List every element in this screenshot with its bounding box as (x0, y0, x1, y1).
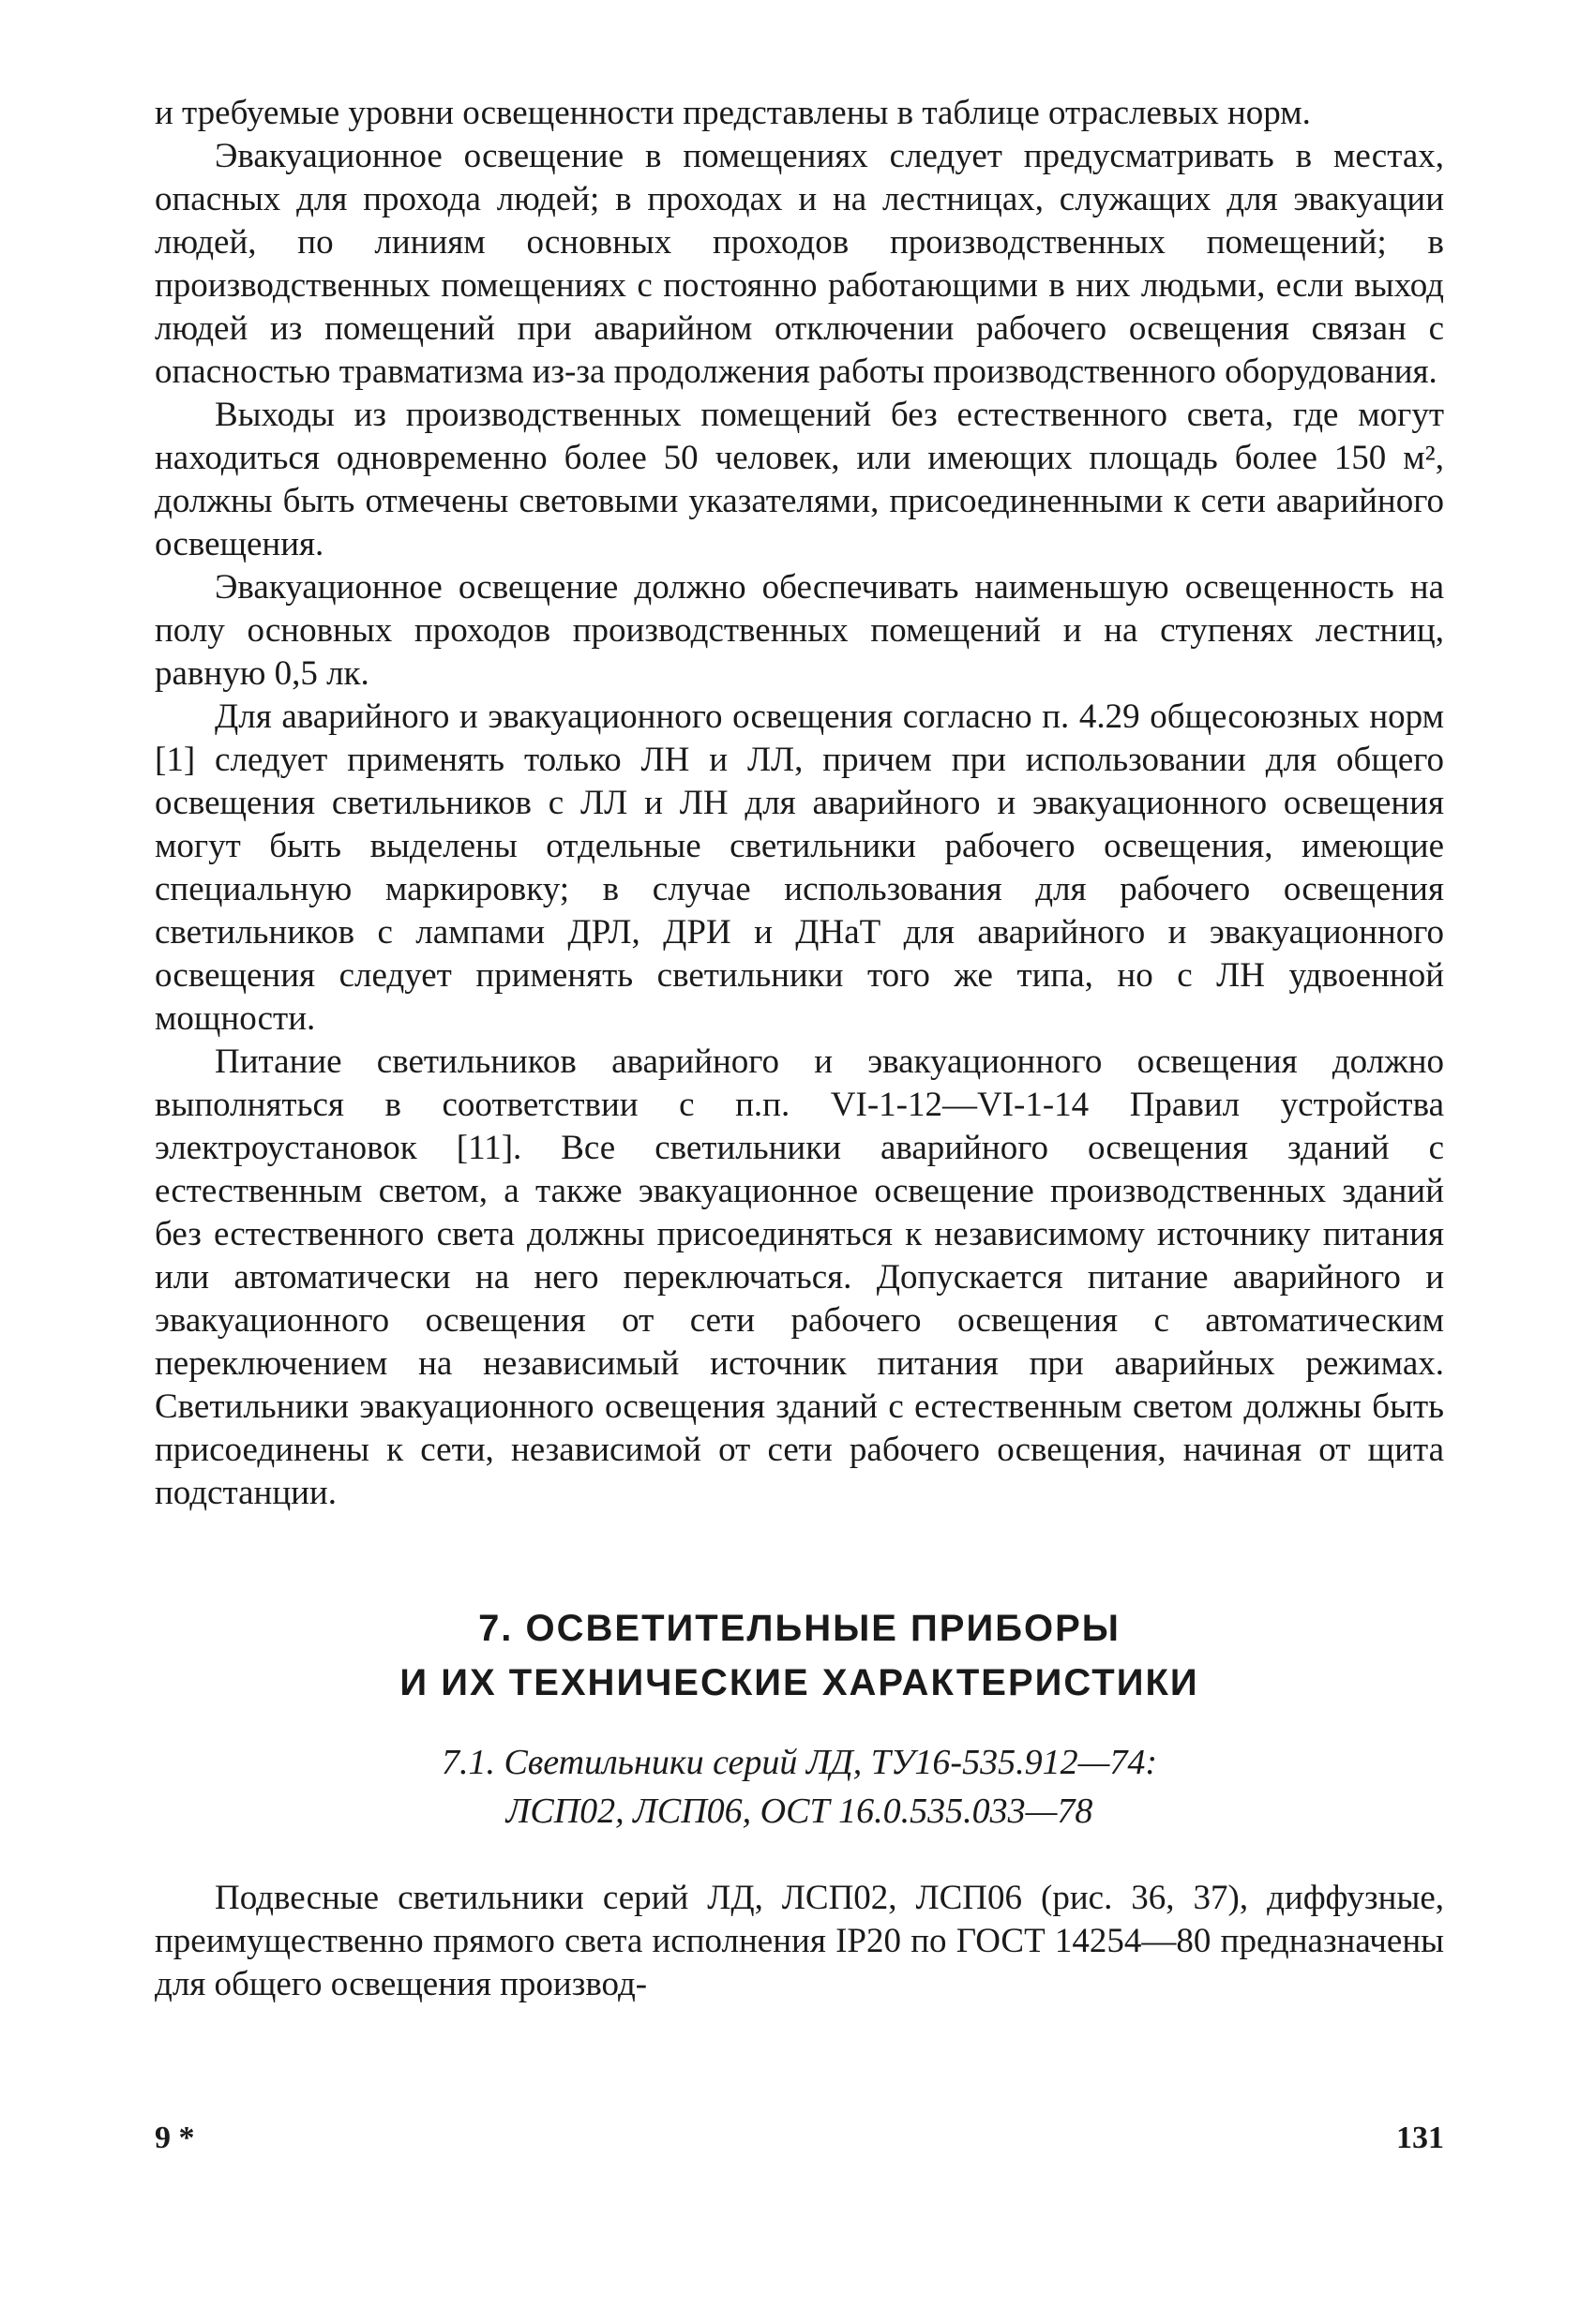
page-body (155, 92, 1444, 2006)
paragraph-3: Выходы из производственных помещений без естественного света, где могут находиться одновременно более 50 человек, или имеющих площадь более 150 м², должны быть отмечены световыми указателями, присоединенными к сети аварийного освещения. (155, 396, 1444, 563)
page-footer (155, 2121, 1444, 2158)
signature-mark: 9 * (155, 2121, 195, 2155)
paragraph-2: Эвакуационное освещение в помещениях следует предусматривать в местах, опасных для прохода людей; в проходах и на лестницах, служащих для эвакуации людей, по линиям основных проходов производственных помещений; в производственных помещениях с постоянно работающими в них людьми, если выход людей из помещений при аварийном отключении рабочего освещения связан с опасностью травматизма из-за продолжения работы производственного оборудования. (155, 137, 1444, 391)
paragraph-1: и требуемые уровни освещенности представлены в таблице отраслевых норм. (155, 94, 1311, 132)
paragraph-4: Эвакуационное освещение должно обеспечивать наименьшую освещенность на полу основных проходов производственных помещений и на ступенях лестниц, равную 0,5 лк. (155, 568, 1444, 693)
paragraph-5: Для аварийного и эвакуационного освещения согласно п. 4.29 общесоюзных норм [1] следует применять только ЛН и ЛЛ, причем при использовании для общего освещения светильников с ЛЛ и ЛН для аварийного и эвакуационного освещения могут быть выделены отдельные светильники рабочего освещения, имеющие специальную маркировку; в случае использования для рабочего освещения светильников с лампами ДРЛ, ДРИ и ДНаТ для аварийного и эвакуационного освещения следует применять светильники того же типа, но с ЛН удвоенной мощности. (155, 697, 1444, 1038)
subsection-heading (155, 1738, 1444, 1836)
subsection-heading-line-1: 7.1. Светильники серий ЛД, ТУ16-535.912—74: (441, 1743, 1158, 1782)
subsection-heading-line-2: ЛСП02, ЛСП06, ОСТ 16.0.535.033—78 (505, 1792, 1093, 1831)
section-heading (155, 1601, 1444, 1710)
paragraph-7: Подвесные светильники серий ЛД, ЛСП02, ЛСП06 (рис. 36, 37), диффузные, преимущественно прямого света исполнения IP20 по ГОСТ 14254—80 предназначены для общего освещения производ- (155, 1879, 1444, 2003)
page-number: 131 (1396, 2121, 1444, 2155)
section-heading-line-1: 7. ОСВЕТИТЕЛЬНЫЕ ПРИБОРЫ (478, 1608, 1121, 1649)
paragraph-6: Питание светильников аварийного и эвакуационного освещения должно выполняться в соответствии с п.п. VI-1-12—VI-1-14 Правил устройства электроустановок [11]. Все светильники аварийного освещения зданий с естественным светом, а также эвакуационное освещение производственных зданий без естественного света должны присоединяться к независимому источнику питания или автоматически на него переключаться. Допускается питание аварийного и эвакуационного освещения от сети рабочего освещения с автоматическим переключением на независимый источник питания при аварийных режимах. Светильники эвакуационного освещения зданий с естественным светом должны быть присоединены к сети, независимой от сети рабочего освещения, начиная от щита подстанции. (155, 1042, 1444, 1512)
section-heading-line-2: И ИХ ТЕХНИЧЕСКИЕ ХАРАКТЕРИСТИКИ (399, 1662, 1199, 1703)
